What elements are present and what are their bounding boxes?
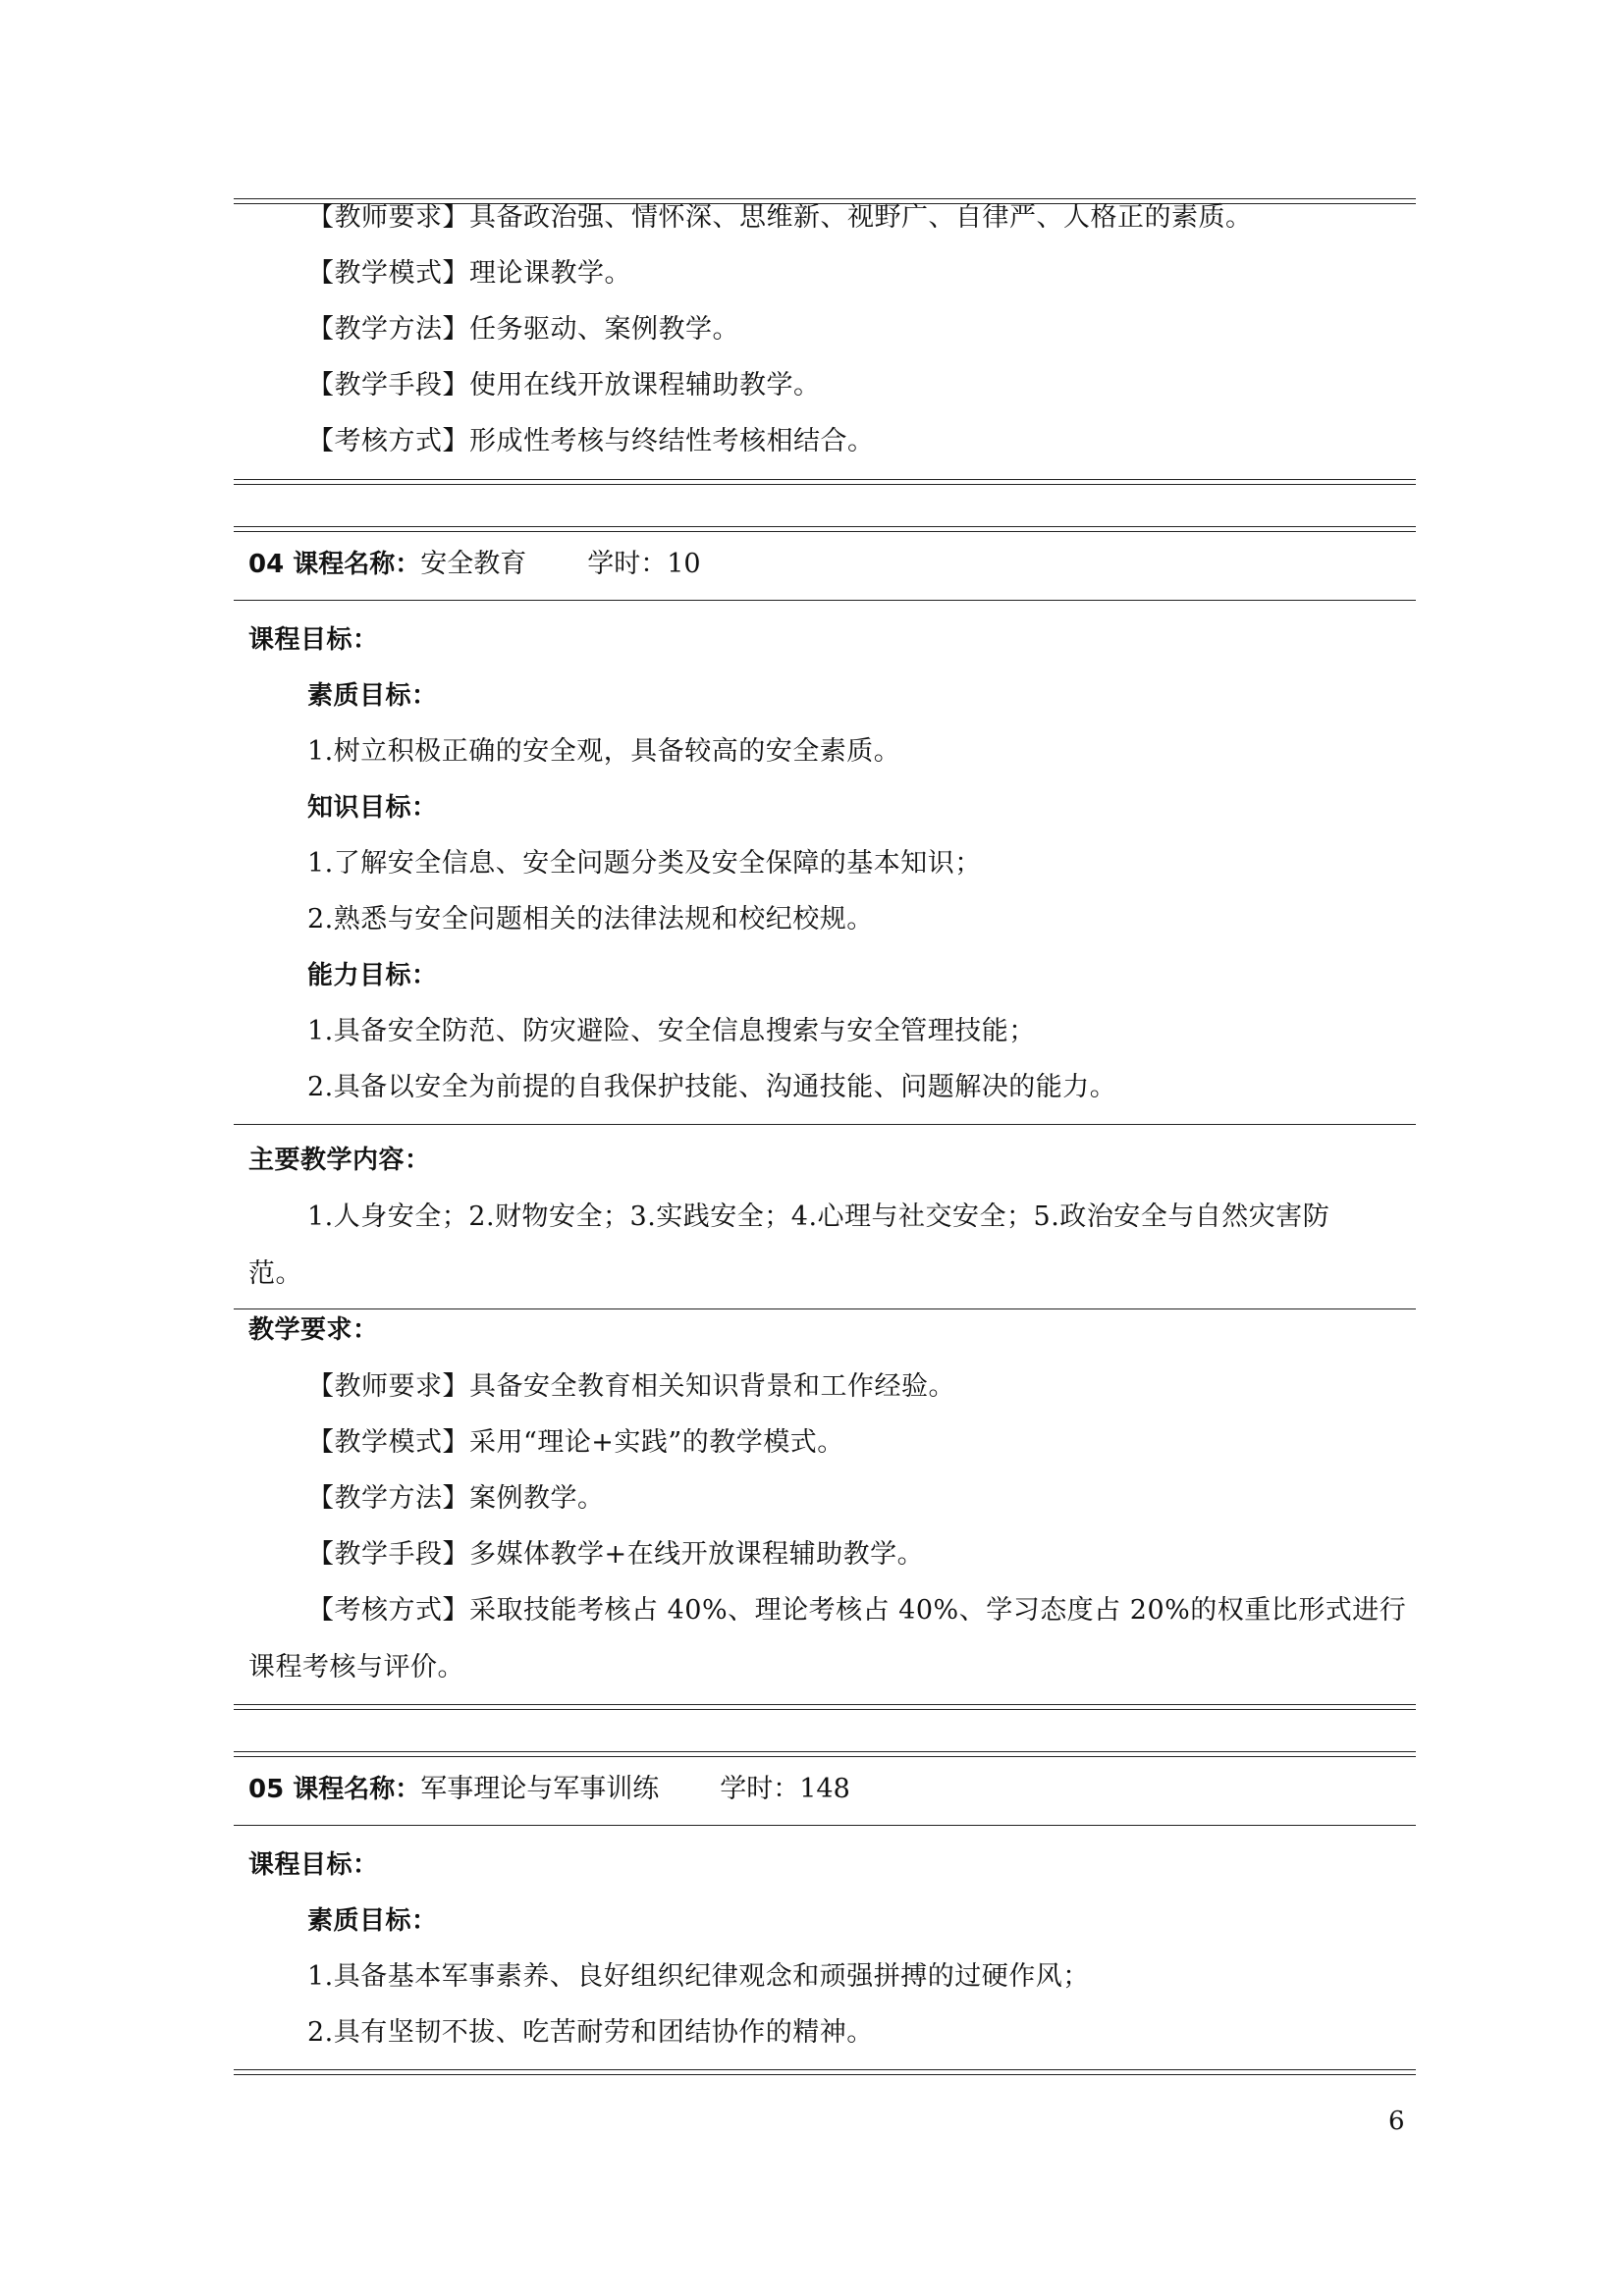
- text-line: 2.熟悉与安全问题相关的法律法规和校纪校规。: [307, 904, 874, 934]
- text-line: 【教学手段】多媒体教学+在线开放课程辅助教学。: [307, 1539, 925, 1570]
- text-line: 1.具备安全防范、防灾避险、安全信息搜索与安全管理技能；: [307, 1016, 1036, 1046]
- text-line: 1.具备基本军事素养、良好组织纪律观念和顽强拼搏的过硬作风；: [307, 1961, 1090, 1992]
- text-line: 1.人身安全；2.财物安全；3.实践安全；4.心理与社交安全；5.政治安全与自然灾害防: [307, 1201, 1330, 1232]
- section-heading: 教学要求：: [248, 1315, 379, 1345]
- text-line: 【考核方式】形成性考核与终结性考核相结合。: [307, 426, 875, 456]
- course-name-label: 05 课程名称：: [248, 1775, 421, 1804]
- sub-heading: 能力目标：: [307, 961, 438, 990]
- text-line: 2.具备以安全为前提的自我保护技能、沟通技能、问题解决的能力。: [307, 1072, 1117, 1102]
- text-line: 【教学模式】采用“理论+实践”的教学模式。: [307, 1427, 844, 1458]
- text-line: 1.了解安全信息、安全问题分类及安全保障的基本知识；: [307, 848, 982, 879]
- text-line: 1.树立积极正确的安全观，具备较高的安全素质。: [307, 736, 901, 767]
- section-heading: 课程目标：: [248, 1850, 379, 1880]
- text-line: 范。: [248, 1258, 302, 1289]
- rule: [234, 600, 1416, 601]
- text-line: 课程考核与评价。: [248, 1652, 464, 1682]
- section-heading: 课程目标：: [248, 625, 379, 655]
- course-name-label: 04 课程名称：: [248, 550, 421, 579]
- course-header: [248, 1770, 850, 1809]
- page-number: 6: [1388, 2107, 1405, 2136]
- sub-heading: 素质目标：: [307, 681, 438, 711]
- sub-heading: 素质目标：: [307, 1906, 438, 1936]
- text-line: 【教学手段】使用在线开放课程辅助教学。: [307, 370, 821, 400]
- text-line: 【教学模式】理论课教学。: [307, 258, 631, 289]
- hours-label: 学时：: [587, 549, 668, 579]
- double-rule: [234, 2069, 1416, 2075]
- text-line: 【教师要求】具备安全教育相关知识背景和工作经验。: [307, 1371, 955, 1402]
- double-rule: [234, 479, 1416, 485]
- course-name: 军事理论与军事训练: [420, 1774, 660, 1804]
- hours-value: 10: [667, 549, 701, 579]
- rule: [234, 1308, 1416, 1309]
- rule: [234, 1825, 1416, 1826]
- text-line: 【教学方法】案例教学。: [307, 1483, 605, 1514]
- double-rule: [234, 1751, 1416, 1757]
- sub-heading: 知识目标：: [307, 793, 438, 823]
- section-heading: 主要教学内容：: [248, 1146, 431, 1175]
- text-line: 【考核方式】采取技能考核占 40%、理论考核占 40%、学习态度占 20%的权重比形式进行: [307, 1595, 1407, 1626]
- double-rule: [234, 1704, 1416, 1710]
- course-name: 安全教育: [420, 549, 527, 579]
- rule: [234, 1124, 1416, 1125]
- hours-value: 148: [799, 1774, 850, 1804]
- hours-label: 学时：: [720, 1774, 800, 1804]
- text-line: 2.具有坚韧不拔、吃苦耐劳和团结协作的精神。: [307, 2017, 874, 2048]
- course-header: [248, 545, 701, 584]
- text-line: 【教师要求】具备政治强、情怀深、思维新、视野广、自律严、人格正的素质。: [307, 202, 1253, 233]
- text-line: 【教学方法】任务驱动、案例教学。: [307, 314, 739, 345]
- double-rule: [234, 526, 1416, 532]
